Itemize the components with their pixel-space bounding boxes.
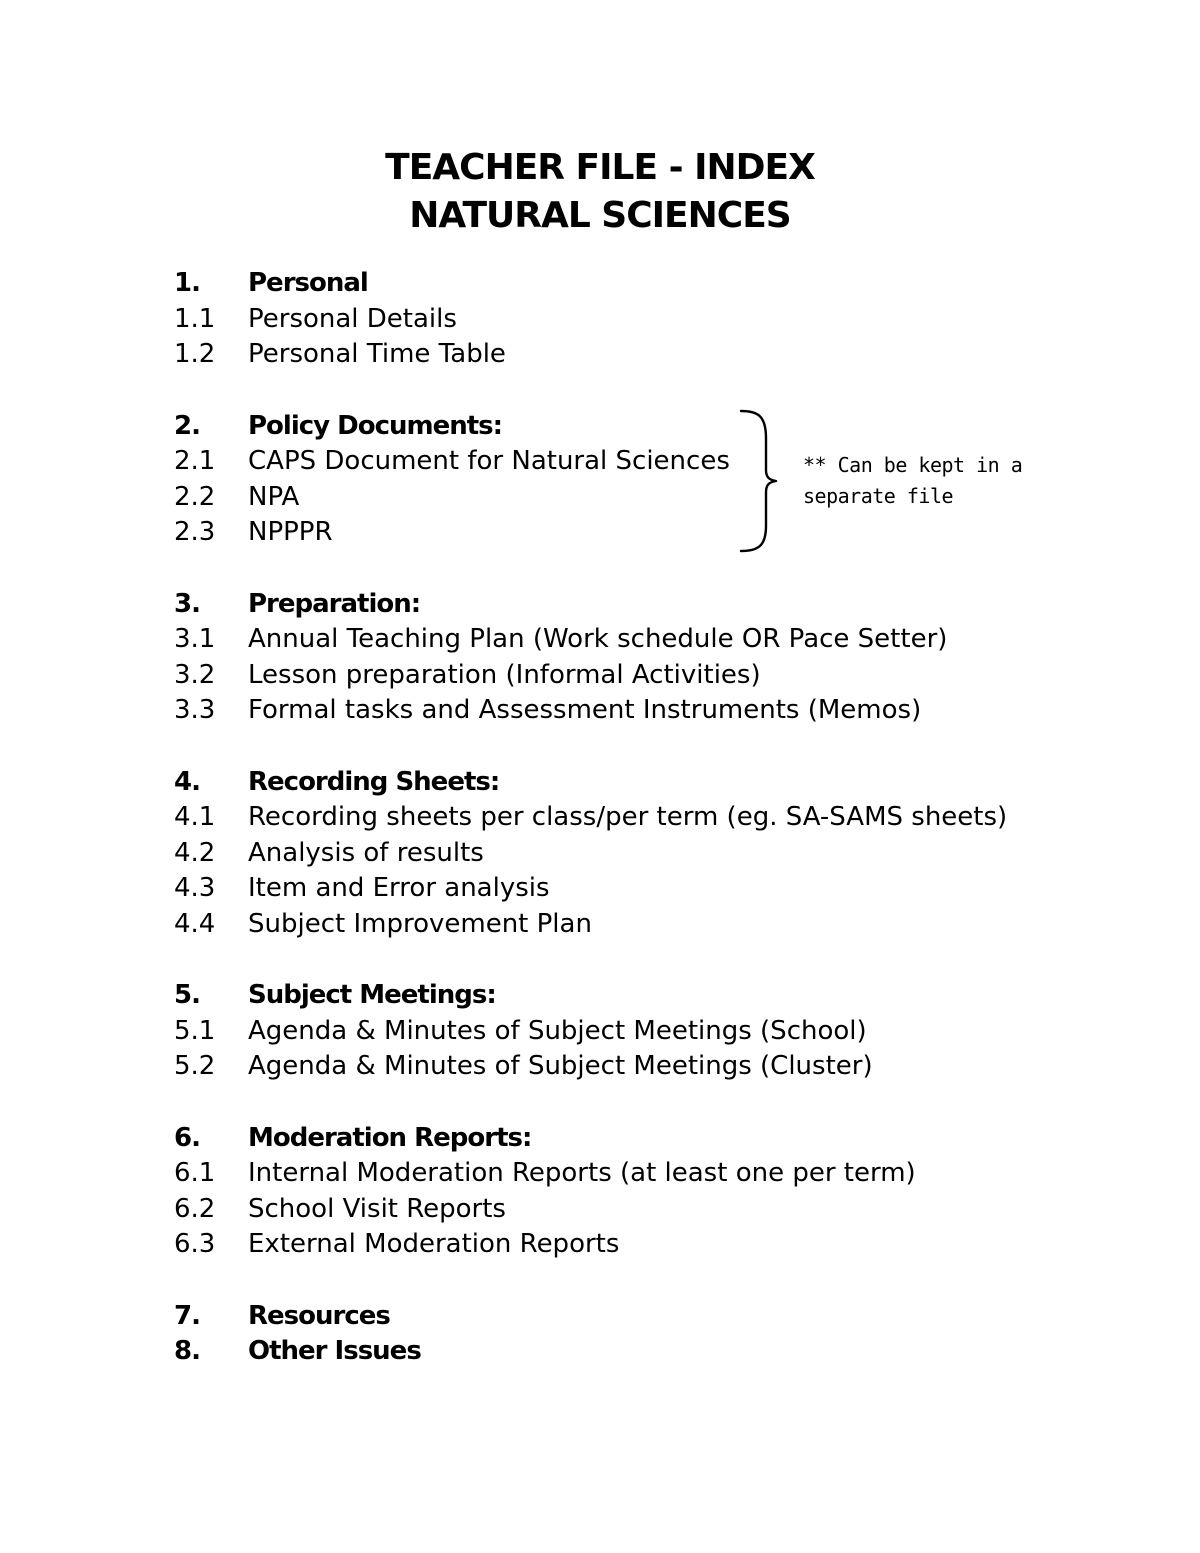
item-text: Item and Error analysis: [248, 873, 550, 903]
list-item: [174, 693, 1174, 729]
item-number: 2.1: [174, 446, 216, 476]
section-number: 7.: [174, 1300, 200, 1331]
section-title: Personal: [248, 268, 368, 298]
section-recording-sheets: [174, 765, 1174, 943]
section-moderation-reports: [174, 1121, 1174, 1263]
list-item: [174, 337, 1174, 373]
item-number: 3.3: [174, 695, 216, 725]
section-other-issues: [174, 1334, 1174, 1370]
section-title: Resources: [248, 1300, 390, 1331]
item-text: Personal Details: [248, 303, 457, 334]
list-item: [174, 871, 1174, 907]
list-item: [174, 907, 1174, 943]
item-number: 4.1: [174, 802, 216, 832]
item-number: 2.2: [174, 481, 216, 512]
list-item: [174, 800, 1174, 836]
item-text: CAPS Document for Natural Sciences: [248, 446, 730, 476]
item-number: 1.2: [174, 339, 216, 369]
item-number: 4.3: [174, 873, 216, 903]
note-line-2: separate file: [803, 484, 954, 508]
list-item: [174, 515, 1174, 551]
section-number: 2.: [174, 410, 200, 441]
section-title: Other Issues: [248, 1336, 421, 1366]
item-number: 3.1: [174, 624, 216, 654]
note-line-1: ** Can be kept in a: [803, 453, 1023, 477]
item-number: 6.1: [174, 1158, 216, 1188]
title-line-1: TEACHER FILE - INDEX: [385, 147, 815, 188]
item-text: Recording sheets per class/per term (eg. SA-SAMS sheets): [248, 802, 1008, 832]
section-number: 3.: [174, 588, 200, 619]
item-number: 5.1: [174, 1015, 216, 1046]
item-text: Subject Improvement Plan: [248, 908, 592, 939]
item-text: Personal Time Table: [248, 339, 506, 369]
section-heading: [174, 978, 1174, 1014]
section-title: Recording Sheets:: [248, 766, 500, 797]
item-text: Analysis of results: [248, 837, 484, 868]
list-item: [174, 836, 1174, 872]
section-preparation: [174, 587, 1174, 729]
section-title: Subject Meetings:: [248, 980, 496, 1010]
item-text: Formal tasks and Assessment Instruments (Memos): [248, 695, 922, 725]
section-title: Preparation:: [248, 588, 421, 619]
list-item: [174, 1227, 1174, 1263]
item-text: Internal Moderation Reports (at least one per term): [248, 1158, 916, 1188]
item-text: School Visit Reports: [248, 1193, 506, 1224]
section-heading: [174, 1334, 1174, 1370]
section-number: 8.: [174, 1336, 200, 1366]
section-heading: [174, 409, 1174, 445]
section-heading: [174, 1121, 1174, 1157]
section-personal: [174, 266, 1174, 373]
item-text: Agenda & Minutes of Subject Meetings (Cluster): [248, 1051, 873, 1081]
section-title: Moderation Reports:: [248, 1122, 532, 1153]
section-heading: [174, 266, 1174, 302]
section-subject-meetings: [174, 978, 1174, 1085]
curly-brace-icon: [738, 408, 778, 554]
item-number: 4.2: [174, 837, 216, 868]
section-number: 5.: [174, 980, 200, 1010]
item-text: External Moderation Reports: [248, 1229, 620, 1259]
item-text: NPA: [248, 481, 300, 512]
section-heading: [174, 1299, 1174, 1335]
list-item: [174, 302, 1174, 338]
title-line-2: NATURAL SCIENCES: [409, 195, 791, 236]
list-item: [174, 622, 1174, 658]
item-text: Annual Teaching Plan (Work schedule OR Pace Setter): [248, 624, 948, 654]
item-number: 3.2: [174, 659, 216, 690]
section-title: Policy Documents:: [248, 410, 503, 441]
item-number: 6.2: [174, 1193, 216, 1224]
section-heading: [174, 587, 1174, 623]
item-number: 1.1: [174, 303, 216, 334]
list-item: [174, 658, 1174, 694]
item-text: Agenda & Minutes of Subject Meetings (School): [248, 1015, 867, 1046]
item-number: 2.3: [174, 517, 216, 547]
list-item: [174, 1049, 1174, 1085]
item-text: Lesson preparation (Informal Activities): [248, 659, 761, 690]
item-text: NPPPR: [248, 517, 333, 547]
list-item: [174, 1014, 1174, 1050]
item-number: 4.4: [174, 908, 216, 939]
section-resources: [174, 1299, 1174, 1335]
section-policy-documents: [174, 409, 1174, 551]
list-item: [174, 1156, 1174, 1192]
item-number: 6.3: [174, 1229, 216, 1259]
section-number: 6.: [174, 1122, 200, 1153]
item-number: 5.2: [174, 1051, 216, 1081]
section-heading: [174, 765, 1174, 801]
section-number: 1.: [174, 268, 200, 298]
list-item: [174, 1192, 1174, 1228]
list-item: [174, 480, 1174, 516]
index-list: [174, 266, 1174, 1370]
section-number: 4.: [174, 766, 200, 797]
list-item: [174, 444, 1174, 480]
brace-note: [803, 450, 1022, 512]
